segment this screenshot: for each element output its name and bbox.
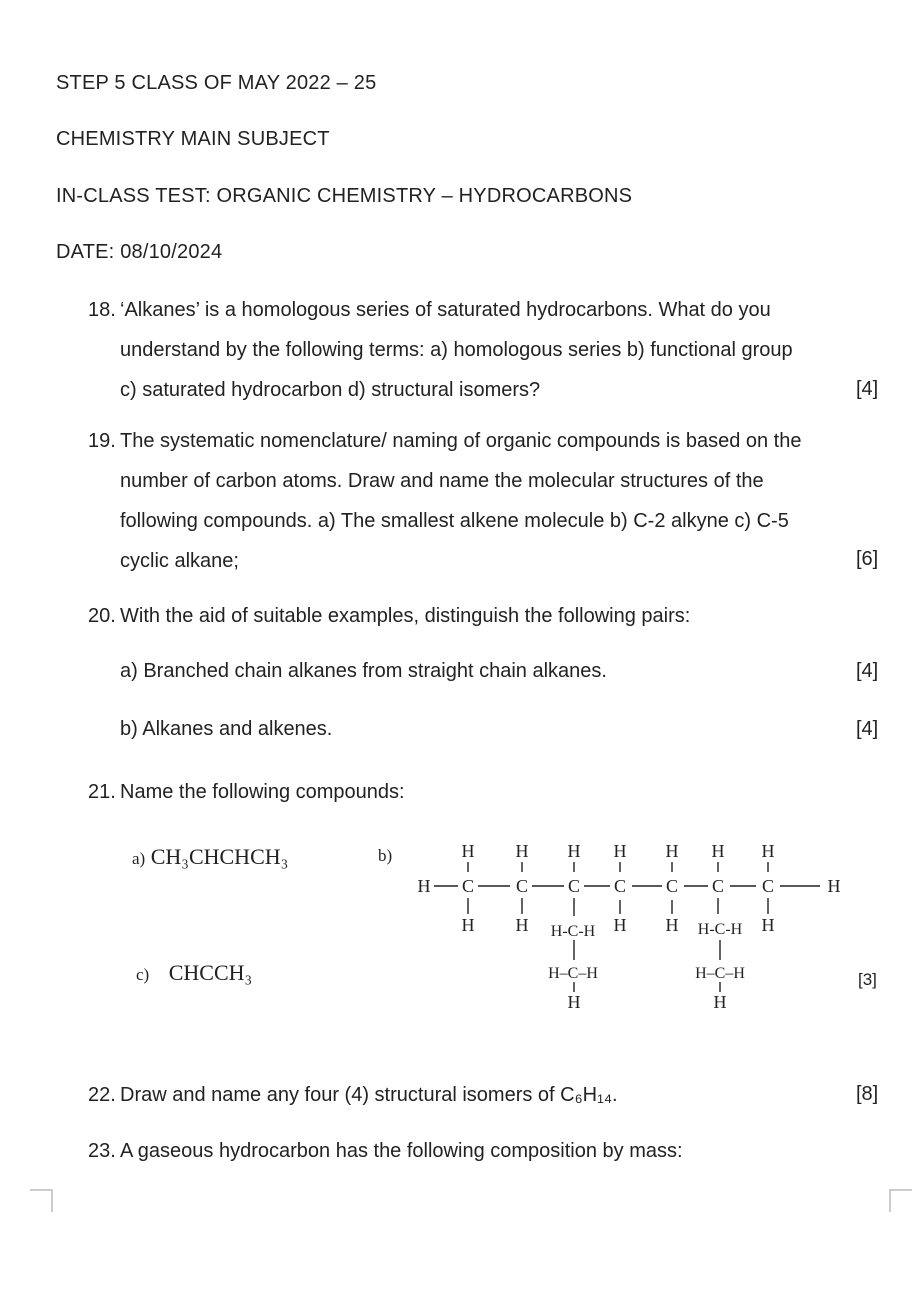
question-text-line: The systematic nomenclature/ naming of organic compounds is based on the (120, 430, 802, 452)
question-text-line: cyclic alkane; (120, 550, 239, 572)
h-atom: H (515, 915, 529, 935)
c-atom: C (665, 876, 679, 896)
compound-b-structure (380, 836, 850, 1016)
c-atom: C (567, 876, 581, 896)
c-atom: C (613, 876, 627, 896)
question-number: 21. (88, 781, 116, 803)
h-atom: H (713, 992, 727, 1012)
h-atom: H (515, 841, 529, 861)
compound-c-label: c) (136, 965, 150, 984)
h-atom: H (613, 841, 627, 861)
branch-ch3: H–C–H (548, 965, 598, 982)
branch-ch2: H-C-H (697, 921, 743, 938)
question-number: 22. (88, 1084, 116, 1106)
mark-q20b: [4] (856, 718, 879, 740)
h-atom: H (417, 876, 431, 896)
h-atom: H (665, 915, 679, 935)
question-text-line: c) saturated hydrocarbon d) structural isomers? (120, 379, 541, 401)
h-atom: H (761, 915, 775, 935)
question-18 (88, 290, 880, 410)
compound-a (132, 844, 288, 870)
date-value: 08/10/2024 (120, 241, 223, 263)
mark-q21: [3] (858, 970, 877, 989)
question-text-line: Name the following compounds: (120, 781, 405, 803)
question-text-line: With the aid of suitable examples, distinguish the following pairs: (120, 605, 691, 627)
q20-part-a: a) Branched chain alkanes from straight chain alkanes. (120, 660, 607, 682)
subject-title: CHEMISTRY MAIN SUBJECT (56, 128, 330, 150)
c-atom: C (711, 876, 725, 896)
h-atom: H (567, 992, 581, 1012)
page-corner-left (30, 1188, 54, 1212)
question-text-line: following compounds. a) The smallest alkene molecule b) C-2 alkyne c) C-5 (120, 510, 789, 532)
question-text-line: ‘Alkanes’ is a homologous series of saturated hydrocarbons. What do you (120, 299, 771, 321)
question-number: 23. (88, 1140, 116, 1162)
branch-ch2: H-C-H (550, 923, 596, 940)
c-atom: C (761, 876, 775, 896)
compound-b-label: b) (378, 846, 393, 865)
mark-q19: [6] (856, 548, 879, 570)
class-title: STEP 5 CLASS OF MAY 2022 – 25 (56, 72, 377, 94)
c-atom: C (461, 876, 475, 896)
question-number: 18. (88, 299, 116, 321)
compound-a-formula: CH₃CHCHCH₃ (150, 844, 289, 869)
mark-q20a: [4] (856, 660, 879, 682)
h-atom: H (461, 841, 475, 861)
page-corner-right (888, 1188, 912, 1212)
c-atom: C (515, 876, 529, 896)
mark-q22: [8] (856, 1083, 879, 1105)
question-text-line: number of carbon atoms. Draw and name the molecular structures of the (120, 470, 764, 492)
question-number: 20. (88, 605, 116, 627)
h-atom: H (761, 841, 775, 861)
question-text-line: Draw and name any four (4) structural isomers of C₆H₁₄. (120, 1084, 618, 1106)
h-atom: H (613, 915, 627, 935)
question-19 (88, 421, 880, 581)
question-23 (88, 1131, 880, 1171)
question-number: 19. (88, 430, 116, 452)
question-20 (88, 596, 880, 636)
test-label: IN-CLASS TEST: (56, 185, 211, 207)
question-text-line: A gaseous hydrocarbon has the following composition by mass: (120, 1140, 683, 1162)
branch-ch3: H–C–H (695, 965, 745, 982)
h-atom: H (827, 876, 841, 896)
h-atom: H (461, 915, 475, 935)
compound-c (136, 960, 252, 986)
mark-q18: [4] (856, 378, 879, 400)
date-label: DATE: (56, 241, 115, 263)
date-line (56, 241, 222, 264)
h-atom: H (567, 841, 581, 861)
question-text-line: understand by the following terms: a) homologous series b) functional group (120, 339, 793, 361)
h-atom: H (711, 841, 725, 861)
compound-c-formula: CHCCH₃ (168, 960, 253, 985)
question-22 (88, 1075, 880, 1115)
q20-part-b: b) Alkanes and alkenes. (120, 718, 333, 740)
question-21 (88, 772, 880, 812)
test-title (56, 185, 632, 208)
test-value: ORGANIC CHEMISTRY – HYDROCARBONS (216, 185, 633, 207)
h-atom: H (665, 841, 679, 861)
compound-a-label: a) (132, 849, 146, 868)
